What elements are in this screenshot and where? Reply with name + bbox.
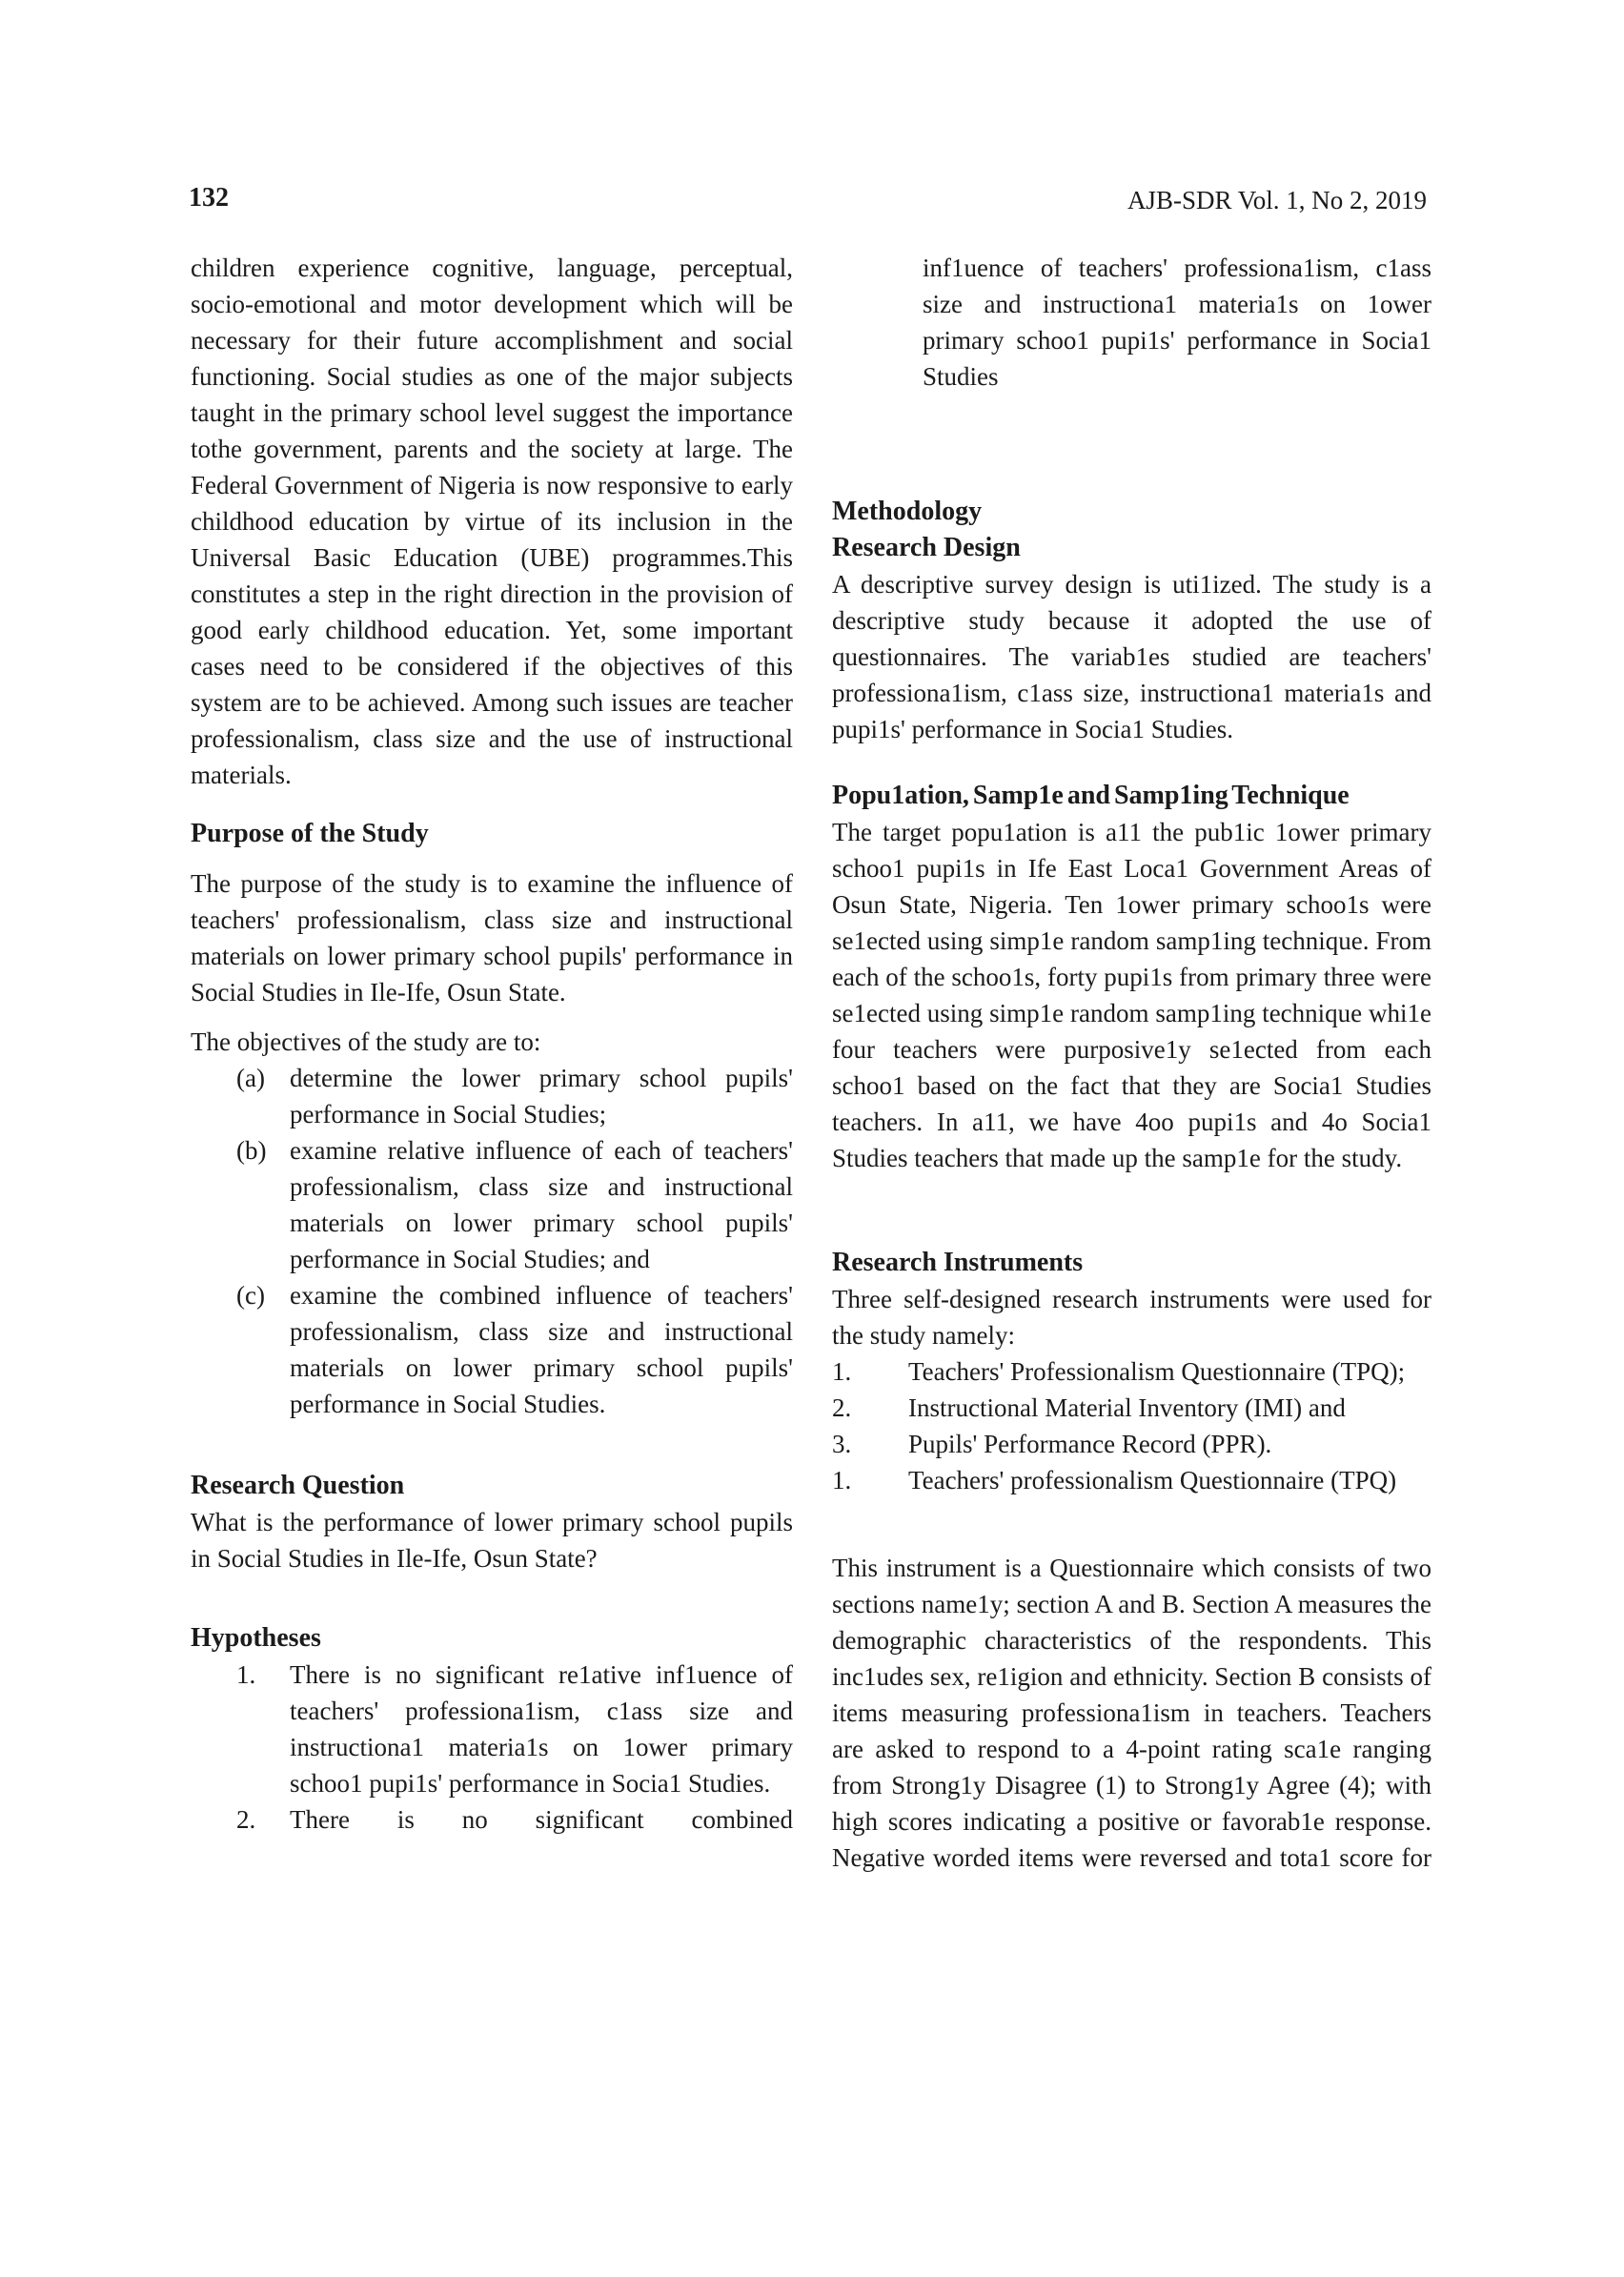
objective-marker: (b) [236, 1136, 267, 1165]
objective-item [191, 1132, 793, 1277]
research-instruments-heading: Research Instruments [832, 1248, 1084, 1277]
hypothesis-text: There is no significant combined [290, 1805, 793, 1834]
objectives-list [191, 1060, 793, 1422]
purpose-paragraph: The purpose of the study is to examine the influence of teachers' professionalism, class size and instructional materials on lower primary school pupils' performance in Social Studies in Ile-Ife, Osun State. [191, 869, 793, 1006]
hypothesis-marker: 2. [236, 1805, 256, 1834]
objective-marker: (c) [236, 1281, 265, 1310]
methodology-heading: Methodology [832, 497, 983, 526]
research-question-paragraph: What is the performance of lower primary school pupils in Social Studies in Ile-Ife, Osun State? [191, 1508, 793, 1573]
instrument-item [832, 1390, 1431, 1426]
instrument-marker: 3. [832, 1430, 852, 1458]
right-column [832, 250, 1431, 1876]
objective-item [191, 1277, 793, 1422]
hypothesis-text: There is no significant re1ative inf1uence of teachers' professiona1ism, c1ass size and instructiona1 materia1s on 1ower primary schoo1 pupi1s' performance in Socia1 Studies. [290, 1660, 793, 1798]
instrument-text: Pupils' Performance Record (PPR). [908, 1430, 1272, 1458]
page-number: 132 [189, 183, 229, 213]
hypothesis-marker: 1. [236, 1660, 256, 1689]
instrument-item [832, 1426, 1431, 1462]
instrument-text: Instructional Material Inventory (IMI) and [908, 1393, 1346, 1422]
instrument-marker: 1. [832, 1357, 852, 1386]
objective-item [191, 1060, 793, 1132]
intro-paragraph: children experience cognitive, language, perceptual, socio-emotional and motor development which will be necessary for their future accomplishment and social functioning. Social studies as one of the major subjects taught in the primary school level suggest the importance tothe government, parents and the society at large. The Federal Government of Nigeria is now responsive to early childhood education by virtue of its inclusion in the Universal Basic Education (UBE) programmes.This constitutes a step in the right direction in the provision of good early childhood education. Yet, some important cases need to be considered if the objectives of this system are to be achieved. Among such issues are teacher professionalism, class size and the use of instructional materials. [191, 254, 793, 789]
hypothesis-item [191, 1801, 793, 1838]
instrument-item [832, 1462, 1431, 1498]
journal-reference: AJB-SDR Vol. 1, No 2, 2019 [1127, 186, 1427, 214]
instruments-intro: Three self-designed research instruments were used for the study namely: [832, 1285, 1431, 1350]
instrument-marker: 2. [832, 1393, 852, 1422]
instrument-text: Teachers' Professionalism Questionnaire (TPQ); [908, 1357, 1406, 1386]
population-heading: Popu1ation, Samp1e and Samp1ing Technique [832, 781, 1350, 810]
objective-marker: (a) [236, 1064, 265, 1092]
hypothesis-item [191, 1657, 793, 1801]
research-question-heading: Research Question [191, 1471, 405, 1500]
population-paragraph: The target popu1ation is a11 the pub1ic 1ower primary schoo1 pupi1s in Ife East Loca1 Government Areas of Osun State, Nigeria. Ten 1ower primary schoo1s were se1ected using simp1e random samp1ing technique. From each of the schoo1s, forty pupi1s from primary three were se1ected using simp1e random samp1ing technique whi1e four teachers were purposive1y se1ected from each schoo1 based on the fact that they are Socia1 Studies teachers. In a11, we have 4oo pupi1s and 4o Socia1 Studies teachers that made up the samp1e for the study. [832, 818, 1431, 1172]
hypotheses-heading: Hypotheses [191, 1623, 321, 1653]
objective-text: examine relative influence of each of teachers' professionalism, class size and instructional materials on lower primary school pupils' performance in Social Studies; and [290, 1136, 793, 1273]
left-column [191, 250, 793, 1838]
research-design-heading: Research Design [832, 533, 1021, 562]
purpose-heading: Purpose of the Study [191, 819, 429, 848]
instrument-item [832, 1353, 1431, 1390]
instrument-description-paragraph: This instrument is a Questionnaire which consists of two sections name1y; section A and B. Section A measures the demographic characteristics of the respondents. This inc1udes sex, re1igion and ethnicity. Section B consists of items measuring professiona1ism in teachers. Teachers are asked to respond to a 4-point rating sca1e ranging from Strong1y Disagree (1) to Strong1y Agree (4); with high scores indicating a positive or favorab1e response. Negative worded items were reversed and tota1 score for [832, 1554, 1431, 1872]
instrument-marker: 1. [832, 1466, 852, 1494]
objectives-intro: The objectives of the study are to: [191, 1027, 541, 1056]
objective-text: determine the lower primary school pupils' performance in Social Studies; [290, 1064, 793, 1128]
instrument-text: Teachers' professionalism Questionnaire (TPQ) [908, 1466, 1397, 1494]
objective-text: examine the combined influence of teachers' professionalism, class size and instructional materials on lower primary school pupils' performance in Social Studies. [290, 1281, 793, 1418]
hypothesis-continuation: inf1uence of teachers' professiona1ism, c1ass size and instructiona1 materia1s on 1ower primary schoo1 pupi1s' performance in Socia1 Studies [923, 254, 1431, 391]
hypotheses-list [191, 1657, 793, 1838]
instruments-list [832, 1353, 1431, 1498]
research-design-paragraph: A descriptive survey design is uti1ized. The study is a descriptive study because it adopted the use of questionnaires. The variab1es studied are teachers' professiona1ism, c1ass size, instructiona1 materia1s and pupi1s' performance in Socia1 Studies. [832, 570, 1431, 743]
